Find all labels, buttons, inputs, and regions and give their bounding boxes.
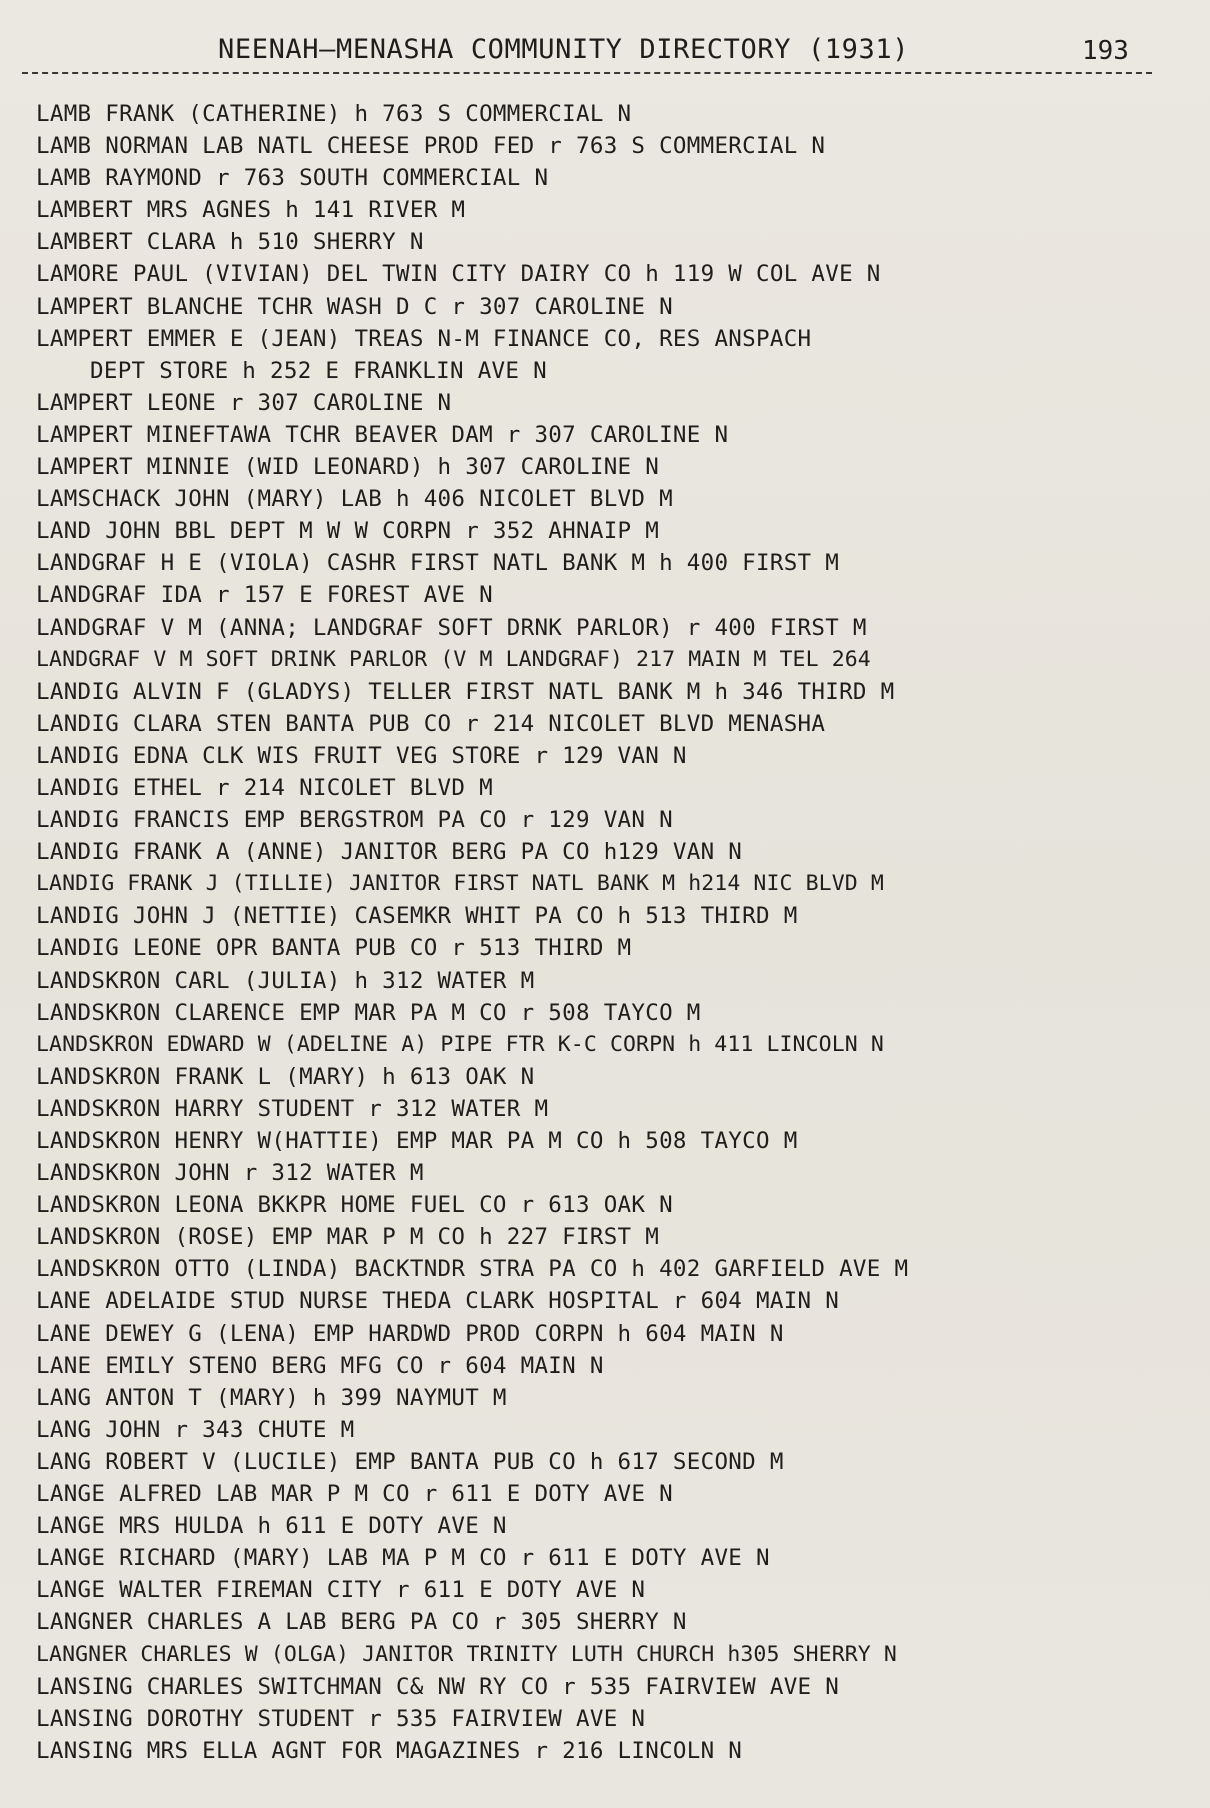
- directory-entry: LANDSKRON HARRY STUDENT r 312 WATER M: [36, 1095, 549, 1122]
- directory-entry: LANGE RICHARD (MARY) LAB MA P M CO r 611 E DOTY AVE N: [36, 1545, 770, 1572]
- directory-entry: LAMPERT BLANCHE TCHR WASH D C r 307 CAROLINE N: [36, 293, 673, 320]
- page-number: 193: [1082, 36, 1129, 66]
- page-header: [0, 30, 1210, 74]
- directory-entry: LANDIG FRANK J (TILLIE) JANITOR FIRST NATL BANK M h214 NIC BLVD M: [36, 871, 884, 897]
- directory-entry: LANDIG FRANK A (ANNE) JANITOR BERG PA CO h129 VAN N: [36, 839, 743, 866]
- directory-entry: LANDSKRON CLARENCE EMP MAR PA M CO r 508 TAYCO M: [36, 999, 701, 1026]
- directory-entry: LANGE MRS HULDA h 611 E DOTY AVE N: [36, 1513, 507, 1540]
- directory-entry: LAMPERT LEONE r 307 CAROLINE N: [36, 389, 452, 416]
- directory-entry: LANG JOHN r 343 CHUTE M: [36, 1416, 355, 1443]
- directory-entry: LANDSKRON OTTO (LINDA) BACKTNDR STRA PA CO h 402 GARFIELD AVE M: [36, 1256, 909, 1283]
- directory-entry: LANGE ALFRED LAB MAR P M CO r 611 E DOTY AVE N: [36, 1481, 673, 1508]
- directory-entry: LANDIG ALVIN F (GLADYS) TELLER FIRST NATL BANK M h 346 THIRD M: [36, 678, 895, 705]
- directory-entry: LANDGRAF V M (ANNA; LANDGRAF SOFT DRNK PARLOR) r 400 FIRST M: [36, 614, 867, 641]
- directory-entry: LANGNER CHARLES A LAB BERG PA CO r 305 SHERRY N: [36, 1609, 687, 1636]
- directory-entry: LAMB RAYMOND r 763 SOUTH COMMERCIAL N: [36, 165, 549, 192]
- directory-entry: LANE ADELAIDE STUD NURSE THEDA CLARK HOSPITAL r 604 MAIN N: [36, 1288, 840, 1315]
- directory-entry: LANGE WALTER FIREMAN CITY r 611 E DOTY AVE N: [36, 1577, 646, 1604]
- directory-entry: LANDIG LEONE OPR BANTA PUB CO r 513 THIRD M: [36, 935, 632, 962]
- directory-entry: LANDSKRON FRANK L (MARY) h 613 OAK N: [36, 1063, 535, 1090]
- directory-entry: LAMPERT MINNIE (WID LEONARD) h 307 CAROLINE N: [36, 454, 660, 481]
- directory-entry: LAMBERT CLARA h 510 SHERRY N: [36, 229, 424, 256]
- directory-entry: LANGNER CHARLES W (OLGA) JANITOR TRINITY LUTH CHURCH h305 SHERRY N: [36, 1641, 897, 1667]
- header-rule: [22, 72, 1152, 74]
- directory-entry: LANDIG ETHEL r 214 NICOLET BLVD M: [36, 774, 493, 801]
- directory-entry: LAMBERT MRS AGNES h 141 RIVER M: [36, 197, 466, 224]
- directory-entry: LAMPERT EMMER E (JEAN) TREAS N-M FINANCE CO, RES ANSPACH: [36, 325, 812, 352]
- directory-entry: LANDGRAF IDA r 157 E FOREST AVE N: [36, 582, 493, 609]
- directory-entry: LANE EMILY STENO BERG MFG CO r 604 MAIN N: [36, 1352, 604, 1379]
- directory-entry-continuation: DEPT STORE h 252 E FRANKLIN AVE N: [90, 357, 547, 384]
- directory-entry: LANDSKRON (ROSE) EMP MAR P M CO h 227 FIRST M: [36, 1224, 660, 1251]
- directory-entry: LANDSKRON LEONA BKKPR HOME FUEL CO r 613 OAK N: [36, 1192, 673, 1219]
- directory-entry: LANDSKRON JOHN r 312 WATER M: [36, 1160, 424, 1187]
- directory-entry: LAMB NORMAN LAB NATL CHEESE PROD FED r 763 S COMMERCIAL N: [36, 133, 826, 160]
- directory-entry: LAMB FRANK (CATHERINE) h 763 S COMMERCIAL N: [36, 101, 632, 127]
- directory-title: NEENAH—MENASHA COMMUNITY DIRECTORY (1931): [218, 34, 910, 65]
- directory-entry: LANDSKRON CARL (JULIA) h 312 WATER M: [36, 967, 535, 994]
- directory-entry: LANDIG JOHN J (NETTIE) CASEMKR WHIT PA CO h 513 THIRD M: [36, 903, 798, 930]
- directory-entry: LANDIG CLARA STEN BANTA PUB CO r 214 NICOLET BLVD MENASHA: [36, 710, 826, 737]
- directory-entry: LANSING CHARLES SWITCHMAN C& NW RY CO r 535 FAIRVIEW AVE N: [36, 1673, 840, 1700]
- directory-entry: LANDGRAF H E (VIOLA) CASHR FIRST NATL BANK M h 400 FIRST M: [36, 550, 840, 577]
- directory-entry: LANE DEWEY G (LENA) EMP HARDWD PROD CORPN h 604 MAIN N: [36, 1320, 784, 1347]
- directory-entry: LANG ROBERT V (LUCILE) EMP BANTA PUB CO h 617 SECOND M: [36, 1448, 784, 1475]
- directory-entry: LANG ANTON T (MARY) h 399 NAYMUT M: [36, 1384, 507, 1411]
- directory-entry: LANDIG FRANCIS EMP BERGSTROM PA CO r 129 VAN N: [36, 807, 673, 834]
- directory-entry: LAMPERT MINEFTAWA TCHR BEAVER DAM r 307 CAROLINE N: [36, 421, 729, 448]
- directory-entry: LAND JOHN BBL DEPT M W W CORPN r 352 AHNAIP M: [36, 518, 660, 545]
- directory-entry: LAMORE PAUL (VIVIAN) DEL TWIN CITY DAIRY CO h 119 W COL AVE N: [36, 261, 881, 288]
- directory-entry: LANDSKRON HENRY W(HATTIE) EMP MAR PA M CO h 508 TAYCO M: [36, 1128, 798, 1154]
- directory-entries: [36, 98, 1196, 1767]
- directory-entry: LANDSKRON EDWARD W (ADELINE A) PIPE FTR K-C CORPN h 411 LINCOLN N: [36, 1031, 884, 1057]
- directory-entry: LAMSCHACK JOHN (MARY) LAB h 406 NICOLET BLVD M: [36, 486, 673, 513]
- directory-entry: LANSING DOROTHY STUDENT r 535 FAIRVIEW AVE N: [36, 1705, 646, 1732]
- directory-entry: LANDIG EDNA CLK WIS FRUIT VEG STORE r 129 VAN N: [36, 742, 687, 769]
- directory-entry: LANDGRAF V M SOFT DRINK PARLOR (V M LANDGRAF) 217 MAIN M TEL 264: [36, 646, 871, 672]
- directory-entry: LANSING MRS ELLA AGNT FOR MAGAZINES r 216 LINCOLN N: [36, 1737, 743, 1764]
